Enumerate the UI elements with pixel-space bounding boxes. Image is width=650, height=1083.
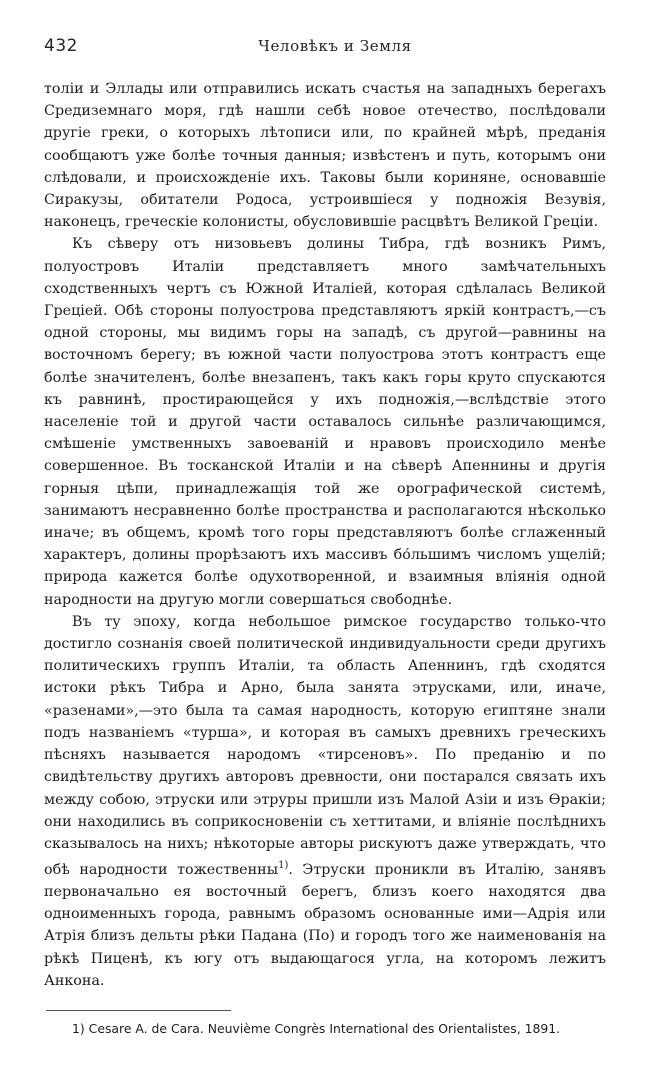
running-title: Человѣкъ и Земля [258, 37, 412, 55]
paragraph-1: толіи и Эллады или отправились искать счастья на западныхъ берегахъ Средиземнаго моря, гдѣ нашли себѣ новое отечество, послѣдовали другіе греки, о которыхъ лѣтописи или, по крайней мѣрѣ, преданія сообщаютъ уже болѣе точныя данныя; извѣстенъ и путь, которымъ они слѣдовали, и происхожденіе ихъ. Таковы были кориняне, основавшіе Сиракузы, обитатели Родоса, устроившіеся у подножія Везувія, наконецъ, греческіе колонисты, обусловившіе расцвѣтъ Великой Греціи. [44, 81, 606, 231]
footnote-area [44, 1010, 606, 1037]
footnote-reference[interactable]: 1) [278, 860, 289, 872]
paragraph-2: Къ сѣверу отъ низовьевъ долины Тибра, гдѣ возникъ Римъ, полуостровъ Италіи представляетъ много замѣчательныхъ сходственныхъ чертъ съ Южной Италіей, которая сдѣлалась Великой Греціей. Обѣ стороны полуострова представляютъ яркій контрастъ,—съ одной стороны, мы видимъ горы на западѣ, съ другой—равнины на восточномъ берегу; въ южной части полуострова этотъ контрастъ еще болѣе значителенъ, болѣе внезапенъ, такъ какъ горы круто спускаются къ равнинѣ, простирающейся у ихъ подножія,—вслѣдствіе этого населеніе той и другой части оставалось сильнѣе различающимся, смѣшеніе умственныхъ завоеваній и нравовъ происходило менѣе совершенное. Въ тосканской Италіи и на сѣверѣ Апеннины и другія горныя цѣпи, принадлежащія той же орографической системѣ, занимаютъ несравненно болѣе пространства и располагаются нѣсколько иначе; въ общемъ, кромѣ того горы представляютъ болѣе сглаженный характеръ, долины прорѣзаютъ ихъ массивъ бо́льшимъ числомъ ущелій; природа кажется болѣе одухотворенной, и взаимныя вліянія одной народности на другую могли совершаться свободнѣе. [44, 236, 606, 608]
footnote-text [44, 1020, 606, 1037]
footnote-divider [46, 1010, 231, 1011]
body-text [44, 78, 606, 992]
paragraph-3 [44, 611, 606, 992]
footnote-citation: Cesare A. de Cara. Neuvième Congrès International des Orientalistes, 1891. [88, 1021, 561, 1036]
page-header [44, 36, 606, 58]
paragraph-3-main: Въ ту эпоху, когда небольшое римское государство только-что достигло сознанія своей политической индивидуальности среди другихъ политическихъ группъ Италіи, та область Апеннинъ, гдѣ сходятся истоки рѣкъ Тибра и Арно, была занята этрусками, или, иначе, «разенами»,—это была та самая народность, которую египтяне знали подъ названіемъ «турша», и которая въ самыхъ древнихъ греческихъ пѣсняхъ называется народомъ «тирсеновъ». По преданію и по свидѣтельству другихъ авторовъ древности, они постарался связать ихъ между собою, этруски или этруры пришли изъ Малой Азіи и изъ Ѳракіи; они находились въ соприкосновеніи съ хеттитами, и вліяніе послѣднихъ сказывалось на нихъ; нѣкоторые авторы рискуютъ даже утверждать, что обѣ народности тожественны [44, 613, 606, 878]
paragraph-3-tail: . Этруски проникли въ Италію, занявъ первоначально ея восточный берегъ, близъ коего находятся два одноименныхъ города, равнымъ образомъ основанные ими—Адрія или Атрія близъ дельты рѣки Падана (По) и городъ того же наименованія на рѣкѣ Пиценѣ, къ югу отъ выдающагося угла, на которомъ лежитъ Анкона. [44, 861, 606, 989]
page-number: 432 [44, 36, 78, 56]
footnote-number: 1) [72, 1021, 85, 1036]
